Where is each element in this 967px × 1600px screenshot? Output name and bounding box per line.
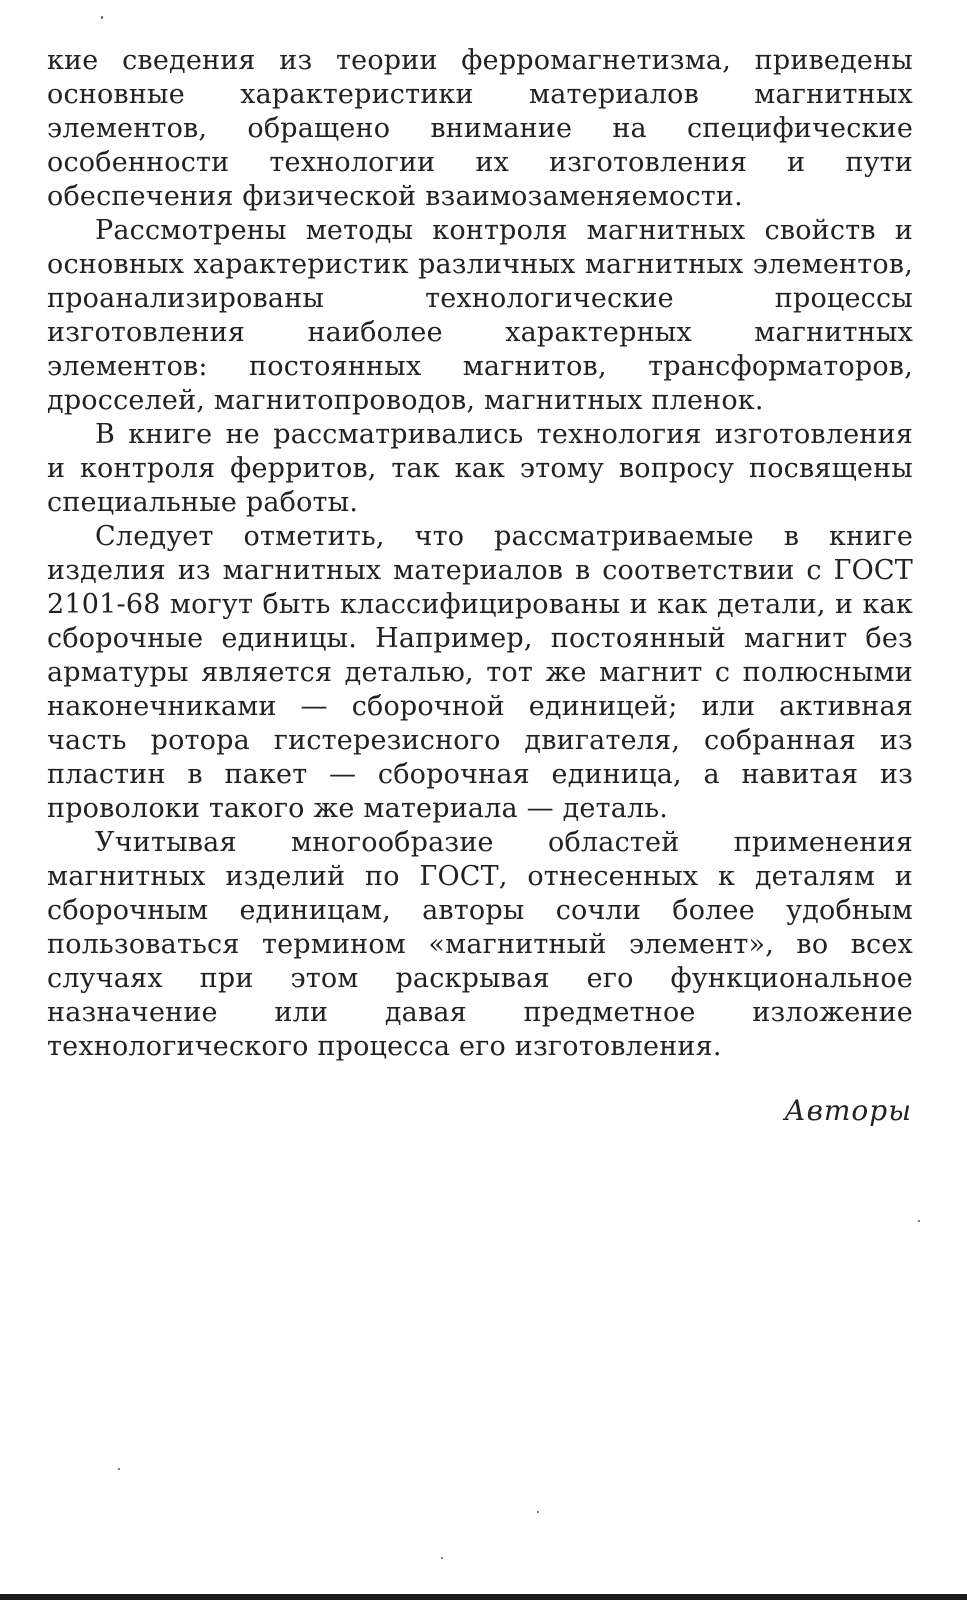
scan-speck [441,1557,443,1559]
scan-speck [101,16,103,19]
signature-authors: Авторы [784,1094,912,1127]
scan-speck [537,1511,539,1513]
scan-bottom-edge [0,1594,967,1600]
paragraph-2: Рассмотрены методы контроля магнитных свойств и основных характеристик различных магнитных элементов, проанализированы технологические процессы изготовления наиболее характерных магнитных элементов: постоянных магнитов, трансформаторов, дросселей, магнитопроводов, магнитных пленок. [47,215,913,416]
scan-speck [918,1220,920,1222]
paragraph-1: кие сведения из теории ферромагнетизма, приведены основные характеристики материалов магнитных элементов, обращено внимание на специфические особенности технологии их изготовления и пути обеспечения физической взаимозаменяемости. [47,45,913,212]
paragraph-5: Учитывая многообразие областей применения магнитных изделий по ГОСТ, отнесенных к деталям и сборочным единицам, авторы сочли более удобным пользоваться термином «магнитный элемент», во всех случаях при этом раскрывая его функциональное назначение или давая предметное изложение технологического процесса его изготовления. [47,827,913,1062]
paragraph-4: Следует отметить, что рассматриваемые в книге изделия из магнитных материалов в соответствии с ГОСТ 2101-68 могут быть классифицированы и как детали, и как сборочные единицы. Например, постоянный магнит без арматуры является деталью, тот же магнит с полюсными наконечниками — сборочной единицей; или активная часть ротора гистерезисного двигателя, собранная из пластин в пакет — сборочная единица, а навитая из проволоки такого же материала — деталь. [47,521,913,824]
scan-speck [118,1468,120,1470]
paragraph-3: В книге не рассматривались технология изготовления и контроля ферритов, так как этому вопросу посвящены специальные работы. [47,419,913,518]
body-text [47,44,913,1064]
